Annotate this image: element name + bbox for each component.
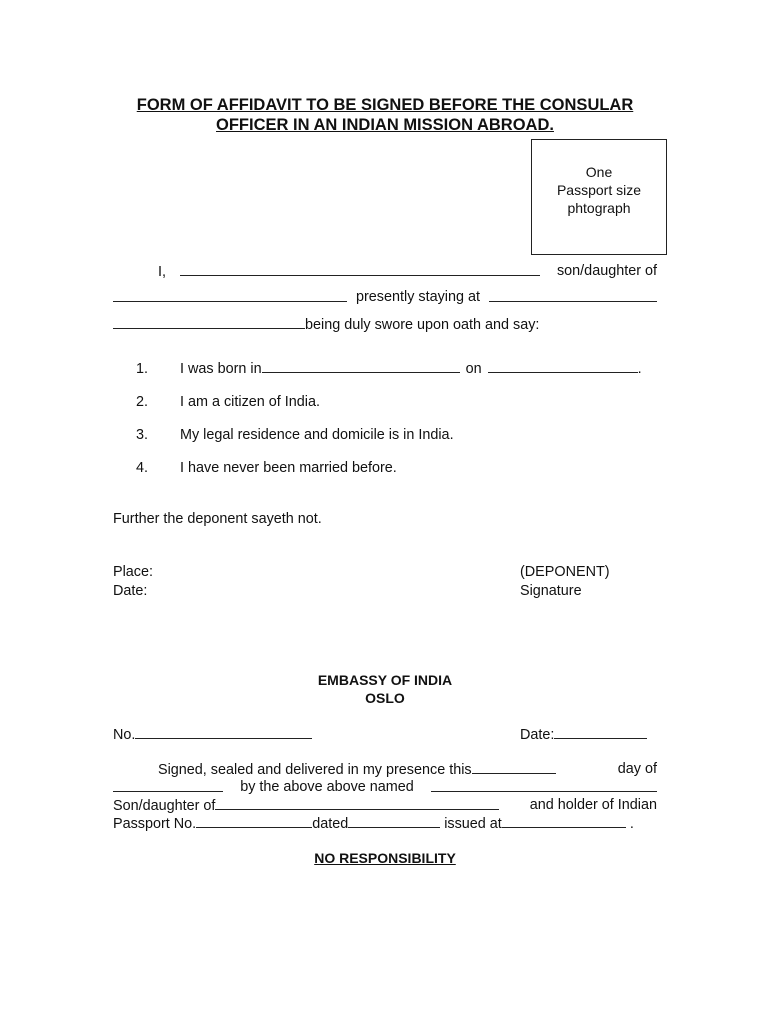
address-blank[interactable]	[489, 288, 657, 302]
address-blank-2[interactable]	[113, 315, 305, 329]
signed-text-b: day of	[617, 761, 657, 777]
date-label: Date:	[113, 583, 148, 599]
signed-text-g: dated	[312, 816, 349, 832]
signature-label: Signature	[520, 583, 582, 599]
passport-number-blank[interactable]	[196, 814, 312, 828]
embassy-line2: OSLO	[365, 690, 405, 706]
photo-box-line3: phtograph	[567, 200, 631, 216]
further-statement: Further the deponent sayeth not.	[113, 511, 322, 527]
signed-text-i: .	[629, 816, 634, 832]
deponent-label: (DEPONENT)	[520, 564, 610, 580]
month-blank[interactable]	[113, 778, 223, 792]
list-item	[113, 359, 642, 378]
list-item	[113, 459, 397, 477]
list-item-text: I have never been married before.	[180, 460, 397, 476]
being-duly-text: being duly swore upon oath and say:	[305, 317, 540, 333]
number-label: No.	[113, 727, 136, 743]
passport-photo-box	[531, 139, 667, 255]
son-daughter-of-label: son/daughter of	[556, 263, 657, 279]
list-item	[113, 393, 320, 411]
number-field	[113, 725, 312, 744]
no-responsibility: NO RESPONSIBILITY	[314, 850, 456, 866]
photo-box-line2: Passport size	[556, 182, 642, 198]
date-field	[520, 725, 647, 744]
signed-text-a: Signed, sealed and delivered in my presence this	[158, 762, 472, 778]
signed-line3	[113, 796, 657, 815]
form-title	[100, 95, 670, 135]
embassy-heading	[285, 671, 485, 707]
list-item-text: I was born in	[180, 361, 262, 377]
name-blank[interactable]	[180, 262, 540, 276]
presently-staying-label: presently staying at	[356, 289, 480, 305]
day-blank[interactable]	[472, 760, 556, 774]
issue-date-blank[interactable]	[348, 814, 440, 828]
form-title-line2: OFFICER IN AN INDIAN MISSION ABROAD.	[216, 116, 554, 134]
list-item-number: 1.	[135, 361, 148, 377]
list-item-end: .	[637, 361, 642, 377]
list-item-text: My legal residence and domicile is in India.	[180, 427, 454, 443]
signed-text-d: Son/daughter of	[113, 798, 216, 814]
list-item-text: I am a citizen of India.	[180, 394, 320, 410]
named-person-blank[interactable]	[431, 778, 657, 792]
list-item	[113, 426, 454, 444]
signed-text-c: by the above above named	[240, 779, 414, 795]
birthplace-blank[interactable]	[262, 359, 460, 373]
issue-place-blank[interactable]	[502, 814, 626, 828]
signed-text-e: and holder of Indian	[529, 797, 657, 813]
list-item-number: 2.	[135, 394, 148, 410]
list-item-number: 3.	[135, 427, 148, 443]
signed-text-h: issued at	[444, 816, 502, 832]
signed-line1	[113, 760, 657, 779]
number-blank[interactable]	[135, 725, 312, 739]
parent-blank-2[interactable]	[215, 796, 499, 810]
list-item-number: 4.	[135, 460, 148, 476]
list-item-on: on	[465, 361, 482, 377]
place-label: Place:	[113, 564, 153, 580]
photo-box-line1: One	[585, 164, 613, 180]
intro-line2	[113, 288, 657, 306]
date2-label: Date:	[520, 727, 555, 743]
embassy-line1: EMBASSY OF INDIA	[317, 672, 453, 688]
intro-line1	[113, 262, 657, 281]
parent-name-blank[interactable]	[113, 288, 347, 302]
signed-line2	[113, 778, 657, 796]
signed-text-f: Passport No.	[113, 816, 197, 832]
form-title-line1: FORM OF AFFIDAVIT TO BE SIGNED BEFORE THE CONSULAR	[136, 96, 634, 114]
intro-i-label: I,	[158, 264, 166, 280]
signed-line4	[113, 814, 634, 833]
intro-line3	[113, 315, 539, 334]
birthdate-blank[interactable]	[488, 359, 638, 373]
date-blank[interactable]	[554, 725, 647, 739]
